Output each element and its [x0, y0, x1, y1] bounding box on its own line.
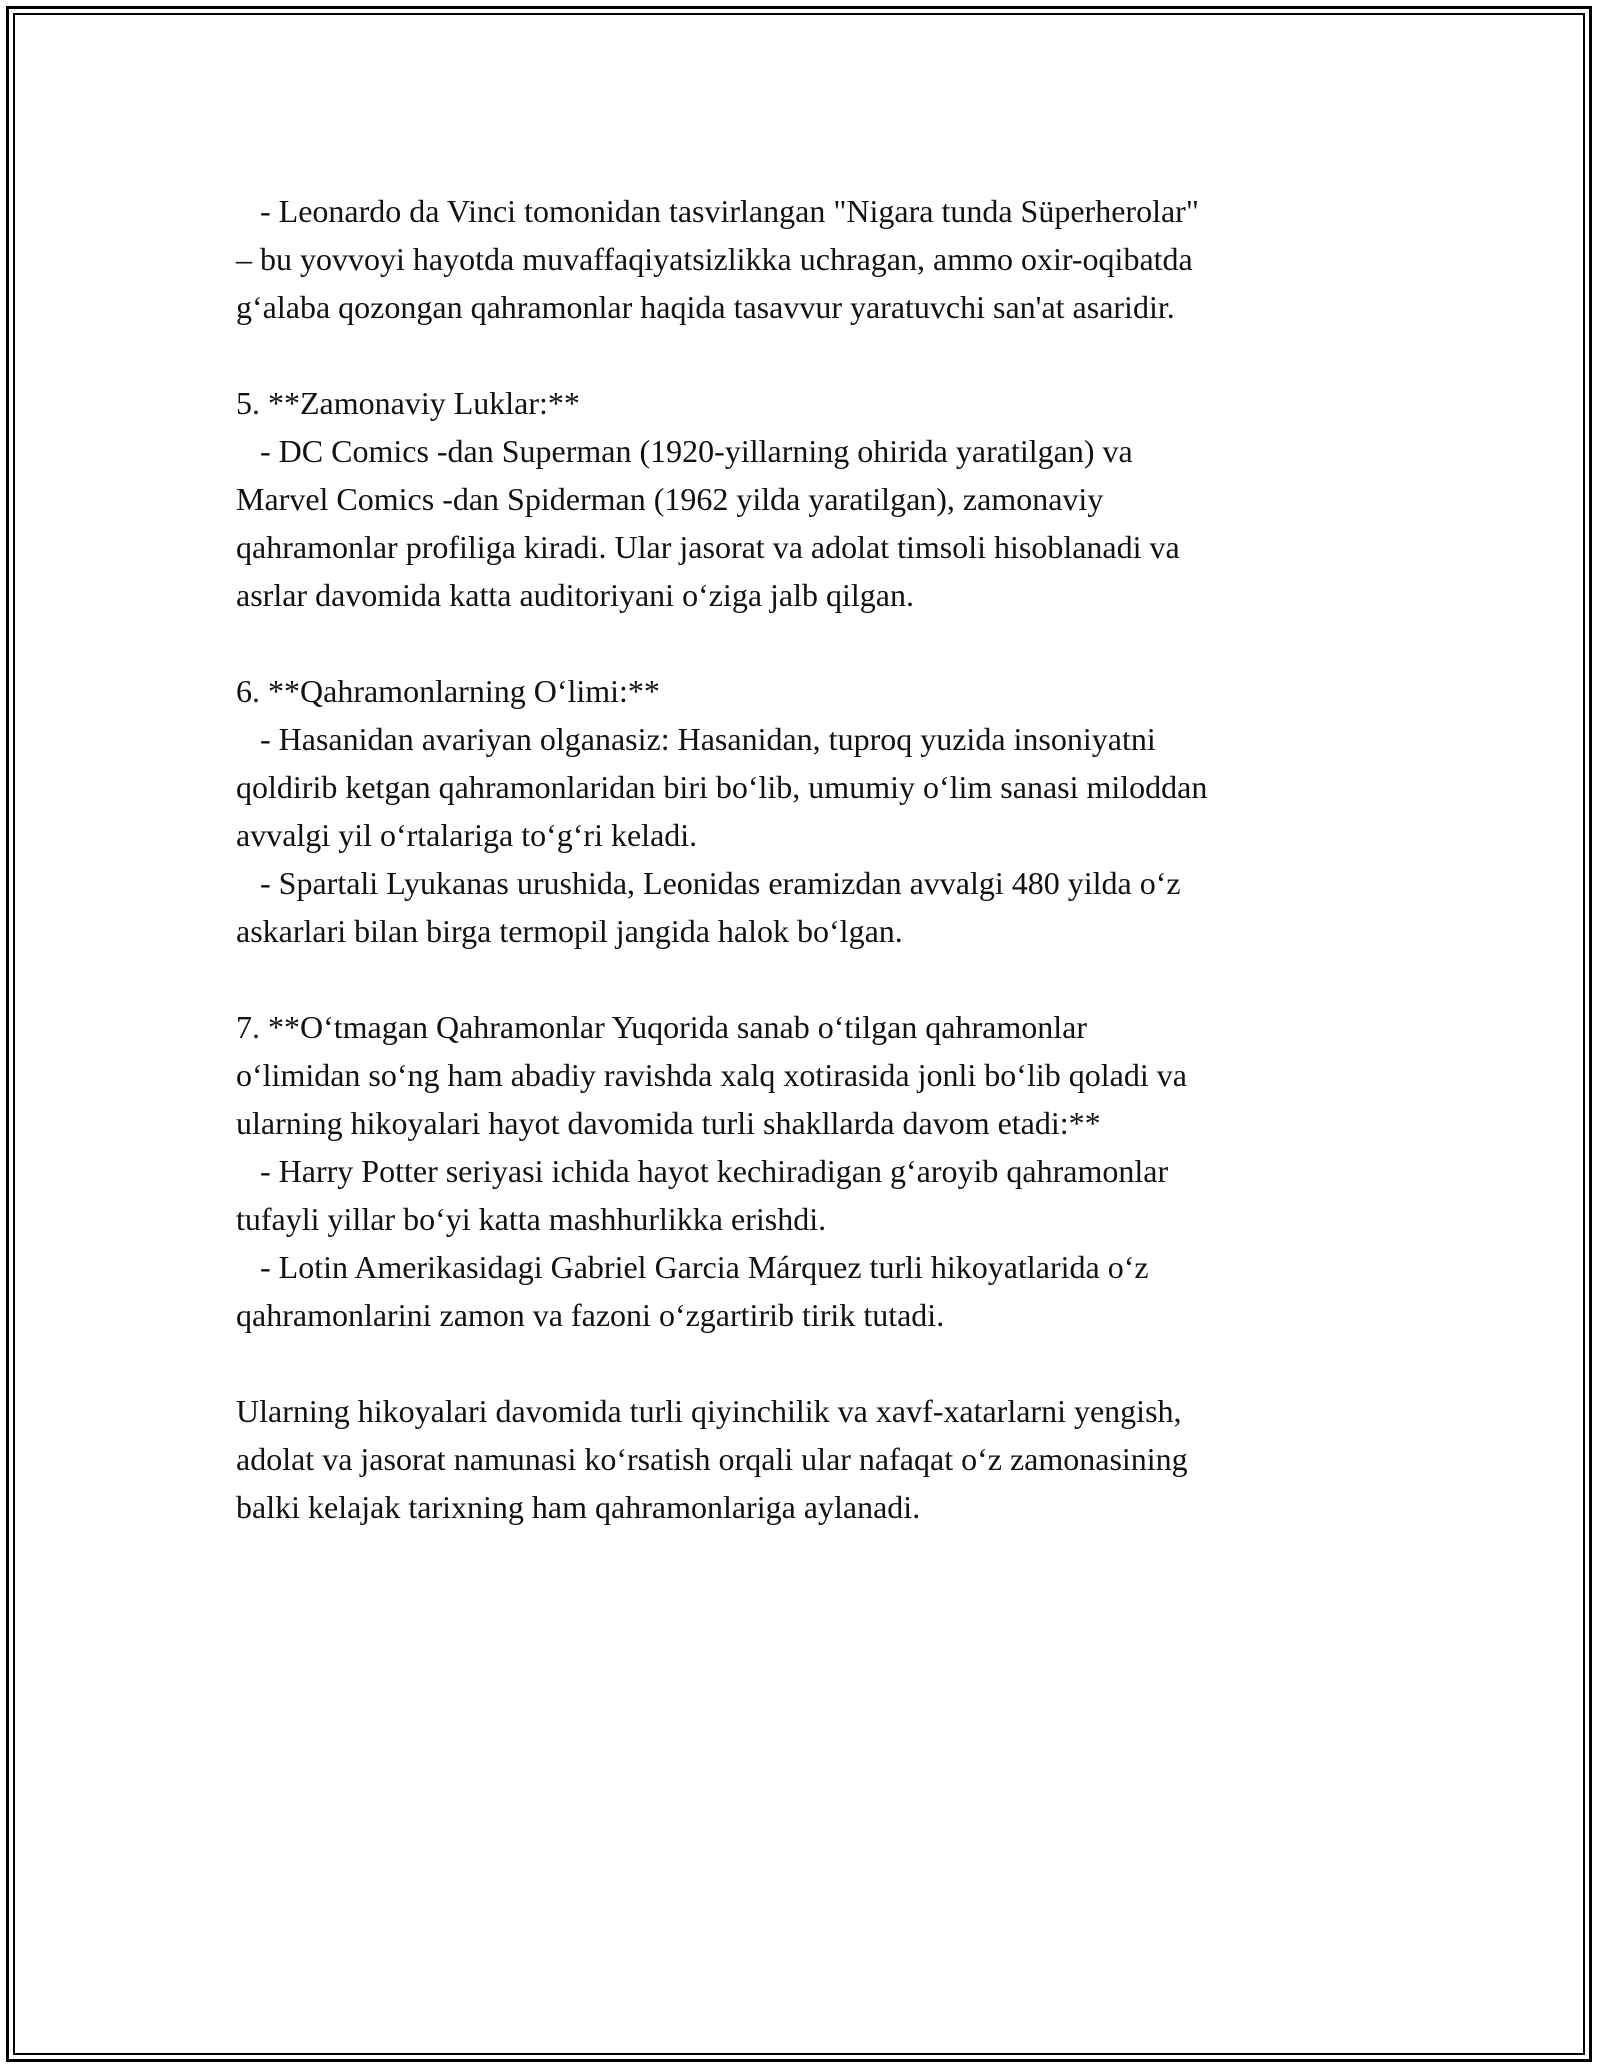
text-line: Ularning hikoyalari davomida turli qiyinchilik va xavf-xatarlarni yengish,	[236, 1393, 1182, 1429]
text-line: - Spartali Lyukanas urushida, Leonidas eramizdan avvalgi 480 yilda o‘z	[236, 865, 1181, 901]
text-line: avvalgi yil o‘rtalariga to‘g‘ri keladi.	[236, 817, 698, 853]
bullet-item	[236, 1147, 1366, 1243]
heading-line: 6. **Qahramonlarning O‘limi:**	[236, 673, 660, 709]
closing-paragraph	[236, 1387, 1366, 1531]
heading-line: ularning hikoyalari hayot davomida turli shakllarda davom etadi:**	[236, 1105, 1101, 1141]
paragraph-gap	[236, 619, 1366, 667]
text-line: qoldirib ketgan qahramonlaridan biri bo‘lib, umumiy o‘lim sanasi miloddan	[236, 769, 1208, 805]
text-line: Marvel Comics -dan Spiderman (1962 yilda yaratilgan), zamonaviy	[236, 481, 1104, 517]
text-line: qahramonlarini zamon va fazoni o‘zgartirib tirik tutadi.	[236, 1297, 945, 1333]
text-line: balki kelajak tarixning ham qahramonlariga aylanadi.	[236, 1489, 921, 1525]
document-body	[236, 187, 1366, 1531]
paragraph-gap	[236, 331, 1366, 379]
text-line: - Hasanidan avariyan olganasiz: Hasanidan, tuproq yuzida insoniyatni	[236, 721, 1156, 757]
text-line: adolat va jasorat namunasi ko‘rsatish orqali ular nafaqat o‘z zamonasining	[236, 1441, 1188, 1477]
bullet-item	[236, 1243, 1366, 1339]
text-line: - Leonardo da Vinci tomonidan tasvirlangan "Nigara tunda Süperherolar"	[236, 193, 1199, 229]
heading-line: o‘limidan so‘ng ham abadiy ravishda xalq xotirasida jonli bo‘lib qoladi va	[236, 1057, 1187, 1093]
bullet-item	[236, 859, 1366, 955]
text-line: - Lotin Amerikasidagi Gabriel Garcia Márquez turli hikoyatlarida o‘z	[236, 1249, 1149, 1285]
text-line: qahramonlar profiliga kiradi. Ular jasorat va adolat timsoli hisoblanadi va	[236, 529, 1180, 565]
text-line: asrlar davomida katta auditoriyani o‘ziga jalb qilgan.	[236, 577, 914, 613]
bullet-item	[236, 187, 1366, 331]
section-heading	[236, 1003, 1366, 1147]
paragraph-gap	[236, 955, 1366, 1003]
text-line: g‘alaba qozongan qahramonlar haqida tasavvur yaratuvchi san'at asaridir.	[236, 289, 1175, 325]
heading-line: 5. **Zamonaviy Luklar:**	[236, 385, 580, 421]
text-line: – bu yovvoyi hayotda muvaffaqiyatsizlikka uchragan, ammo oxir-oqibatda	[236, 241, 1193, 277]
section-heading	[236, 379, 1366, 427]
heading-line: 7. **O‘tmagan Qahramonlar Yuqorida sanab o‘tilgan qahramonlar	[236, 1009, 1087, 1045]
section-heading	[236, 667, 1366, 715]
bullet-item	[236, 715, 1366, 859]
paragraph-gap	[236, 1339, 1366, 1387]
text-line: tufayli yillar bo‘yi katta mashhurlikka erishdi.	[236, 1201, 827, 1237]
text-line: - DC Comics -dan Superman (1920-yillarning ohirida yaratilgan) va	[236, 433, 1133, 469]
text-line: - Harry Potter seriyasi ichida hayot kechiradigan g‘aroyib qahramonlar	[236, 1153, 1169, 1189]
text-line: askarlari bilan birga termopil jangida halok bo‘lgan.	[236, 913, 903, 949]
bullet-item	[236, 427, 1366, 619]
